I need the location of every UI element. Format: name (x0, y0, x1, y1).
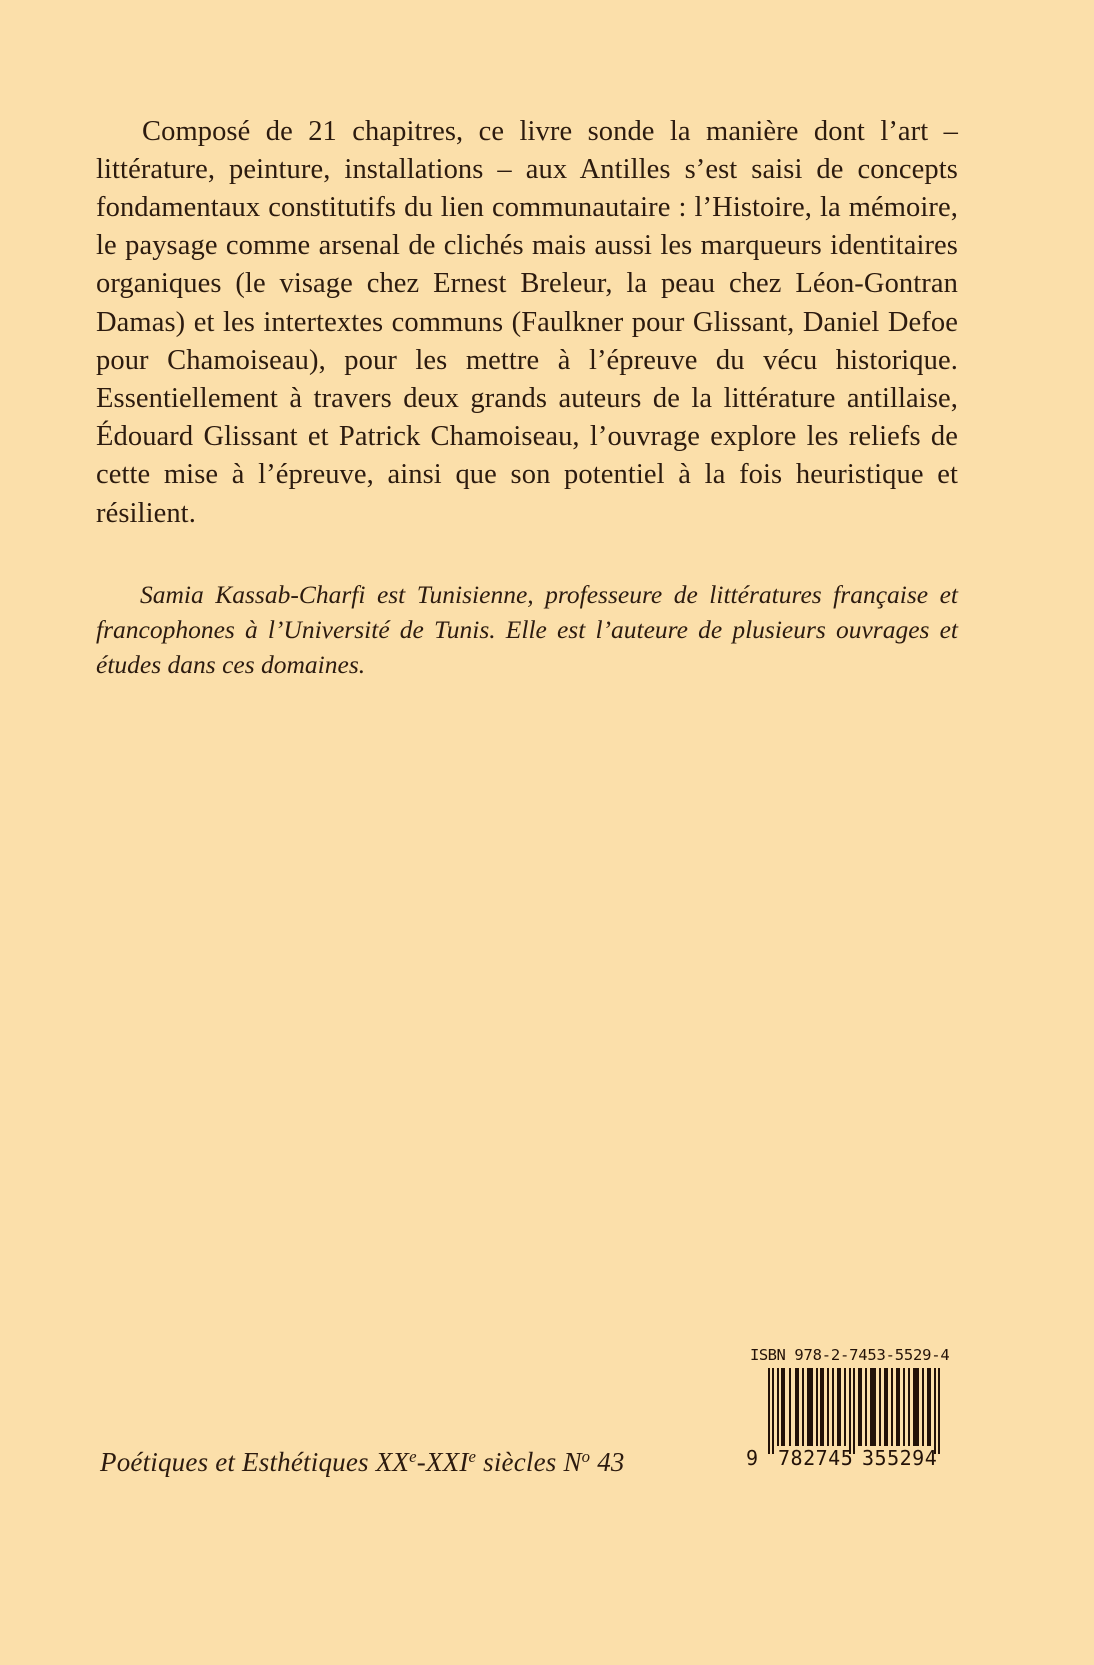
barcode (744, 1368, 946, 1468)
series-name: Poétiques et Esthétiques (100, 1447, 369, 1477)
isbn-barcode-block (744, 1288, 950, 1470)
century-second: XXI (425, 1447, 469, 1477)
series-line (100, 1447, 625, 1478)
century-first-ordinal: e (409, 1446, 417, 1466)
century-first: XX (375, 1447, 410, 1477)
series-number-value: 43 (597, 1447, 625, 1477)
isbn-value: 978-2-7453-5529-4 (794, 1346, 950, 1364)
series-number-label: N (563, 1447, 582, 1477)
series-number-ordinal: o (581, 1446, 591, 1466)
century-separator: - (416, 1447, 426, 1477)
isbn-text-line (744, 1288, 950, 1368)
barcode-right-group: 355294 (862, 1446, 938, 1470)
barcode-bars-icon (744, 1368, 946, 1454)
series-centuries (376, 1447, 483, 1477)
book-description-paragraph: Composé de 21 chapitres, ce livre sonde la manière dont l’art – littérature, peinture, installations – aux Antilles s’est saisi de concepts fondamentaux constitutifs du lien communautaire : l’Histoire, la mémoire, le paysage comme arsenal de clichés mais aussi les marqueurs identitaires organiques (le visage chez Ernest Breleur, la peau chez Léon-Gontran Damas) et les intertextes communs (Faulkner pour Glissant, Daniel Defoe pour Chamoiseau), pour les mettre à l’épreuve du vécu historique. Essentiellement à travers deux grands auteurs de la littérature antillaise, Édouard Glissant et Patrick Chamoiseau, l’ouvrage explore les reliefs de cette mise à l’épreuve, ainsi que son potentiel à la fois heuristique et résilient. (96, 115, 958, 529)
isbn-label: ISBN (750, 1346, 786, 1364)
barcode-left-group: 782745 (778, 1446, 854, 1470)
series-number (563, 1447, 590, 1477)
century-second-ordinal: e (468, 1446, 477, 1466)
barcode-lead-digit: 9 (746, 1446, 759, 1470)
series-siecles-label: siècles (483, 1447, 557, 1477)
author-biography-paragraph: Samia Kassab-Charfi est Tunisienne, professeure de littératures française et francophones à l’Université de Tunis. Elle est l’auteure de plusieurs ouvrages et études dans ces domaines. (96, 579, 958, 679)
